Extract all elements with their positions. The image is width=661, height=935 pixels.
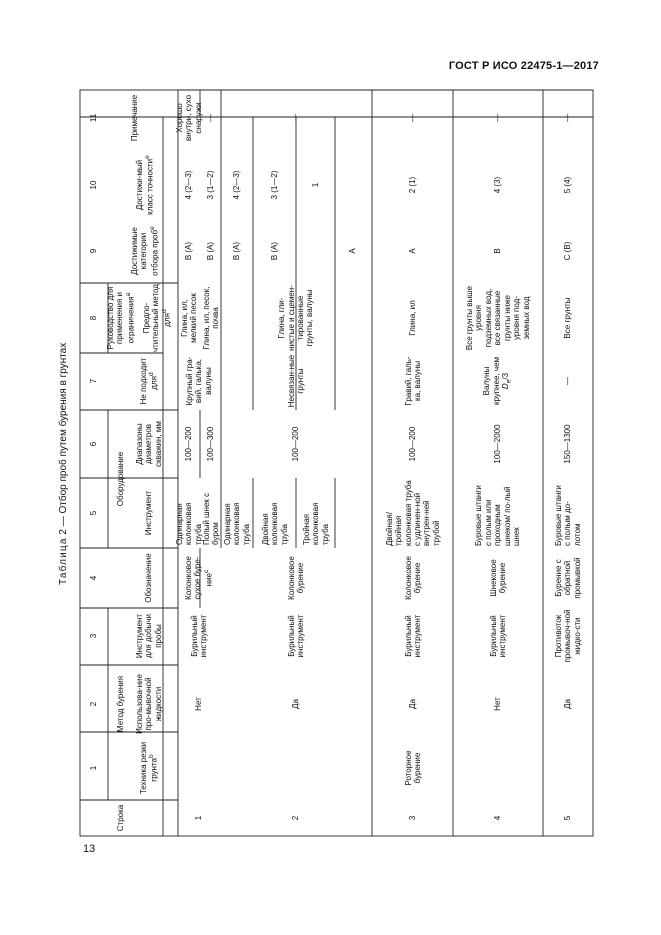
r5-tool: Буровые штанги с полым до-лотом: [553, 485, 582, 546]
r3-dia: 100—200: [408, 426, 418, 462]
r4-dia: 100—2000: [493, 424, 503, 464]
r4-not-suitable-post: /3: [501, 372, 511, 380]
r1-note-a: Хорошо внутри, сухо снаружи: [174, 94, 203, 142]
r2-cat-b: B (A): [270, 241, 280, 261]
head-categories: [125, 219, 165, 283]
r1-qual-b: 3 (1—2): [206, 170, 216, 200]
r1-designation: [179, 550, 219, 606]
r1-note-b: —: [206, 114, 216, 122]
r5-preferred: Все грунты: [563, 297, 573, 339]
group-method: Метод бурения: [116, 675, 126, 733]
r4-qual: 4 (3): [493, 176, 503, 194]
r5-qual: 5 (4): [563, 176, 573, 194]
r4-fluid: Нет: [493, 697, 503, 711]
head-not-suitable-text: Не подходит для: [138, 357, 159, 405]
caption-text: 2 — Отбор проб путем бурения в грунтах: [58, 342, 69, 535]
r2-preferred: Глина, гли-нистые и сцемен-тированные грунты, валуны: [277, 285, 315, 351]
r5-cat: C (B): [563, 241, 573, 261]
r3-tool: Двойная/ тройная колонковая труба с удлинен-ной внутрен-ней трубой: [384, 480, 441, 546]
colnum-9: 9: [89, 248, 99, 254]
r4-num: 4: [493, 815, 503, 821]
head-tool: Инструмент: [144, 490, 154, 536]
r2-num: 2: [291, 815, 301, 821]
colnum-2: 2: [89, 701, 99, 707]
r5-designation: Бурение с обратной промывкой: [553, 557, 582, 599]
r1-tool-sampling: Бурильный инструмент: [189, 614, 208, 658]
head-preferred-text: Предпо-чтительный метод для: [142, 284, 172, 352]
colnum-3: 3: [89, 633, 99, 639]
colnum-1: 1: [89, 765, 99, 771]
r1-tool-b: Полый шнек с буром: [201, 492, 220, 545]
r1-designation-text: Колонковое сухое буре-ние: [184, 556, 214, 600]
r3-preferred: Глина, ил: [408, 300, 418, 336]
r5-fluid: Да: [563, 699, 573, 709]
r1-fluid: Нет: [194, 697, 204, 711]
head-preferred-sup: d: [160, 309, 168, 314]
group-guide-sup: a: [124, 292, 132, 297]
page-number: 13: [83, 843, 96, 855]
r3-technique: Роторное бурение: [403, 750, 422, 786]
r3-not-suitable: Гравий, галь-ка, валуны: [403, 356, 422, 406]
r5-num: 5: [563, 815, 573, 821]
r3-qual: 2 (1): [408, 176, 418, 194]
r1-cat-a: B (A): [184, 241, 194, 261]
head-row: Строка: [116, 804, 126, 832]
r2-qual-b: 3 (1—2): [270, 170, 280, 200]
r1-tool-a: Одинарная колонковая труба: [174, 502, 203, 545]
r2-tool-c: Тройная колонковая труба: [301, 502, 330, 545]
r1-qual-a: 4 (2—3): [184, 170, 194, 200]
r3-num: 3: [408, 815, 418, 821]
r5-not-suitable: —: [563, 377, 573, 385]
head-fluid: Использова-ние про-мывочной жидкости: [134, 674, 163, 734]
r1-cat-b: B (A): [206, 241, 216, 261]
r4-tool-sampling: Бурильный инструмент: [488, 614, 507, 658]
r4-not-suitable-sub: e: [505, 379, 513, 384]
head-technique: [135, 736, 163, 800]
r2-designation: Колонковое бурение: [286, 556, 305, 600]
head-preferred: [137, 284, 177, 352]
head-technique-text: Техника резки грунта: [138, 741, 159, 795]
group-guide: [108, 283, 134, 353]
r1-pref-a: Глина, ил, мелкий песок: [179, 293, 198, 343]
r3-fluid: Да: [408, 699, 418, 709]
group-guide-text: Руководство для применения и ограничения: [106, 286, 136, 350]
r4-not-suitable: [472, 353, 524, 409]
r1-dia-a: 100—200: [184, 426, 194, 462]
caption-label: Таблица: [58, 537, 69, 585]
r3-tool-sampling: Бурильный инструмент: [403, 614, 422, 658]
group-equipment: Оборудование: [116, 451, 126, 507]
r3-cat: A: [408, 248, 418, 254]
head-quality: [125, 153, 165, 217]
r3-note: —: [408, 114, 418, 122]
colnum-7: 7: [89, 378, 99, 384]
r4-preferred: Все грунты выше уровня подземных вод, все связанные грунты ниже уровня под-земных вод: [464, 285, 531, 351]
head-categories-sup: e: [148, 226, 156, 230]
r4-tool: Буровые штанги с полым или проходным шнеком/ по-лый шнек: [474, 485, 522, 546]
head-quality-text: Достижи-мый класс точности: [134, 158, 155, 215]
r2-not-suitable: Несвязан-ные грунты: [286, 354, 305, 408]
head-not-suitable-sup: d: [148, 372, 156, 377]
colnum-5: 5: [89, 510, 99, 516]
colnum-11: 11: [89, 113, 99, 123]
r2-fluid: Да: [291, 699, 301, 709]
r3-designation: Колонковое бурение: [403, 556, 422, 600]
colnum-10: 10: [89, 180, 99, 190]
r1-designation-sup: c: [202, 569, 210, 573]
r5-dia: 150—1300: [563, 424, 573, 464]
r2-tool-sampling: Бурильный инструмент: [286, 614, 305, 658]
r2-note: —: [291, 114, 301, 122]
r4-cat: B: [493, 248, 503, 254]
r2-cat-c: A: [348, 248, 358, 254]
r1-pref-b: Глина, ил, песок, почва: [201, 286, 220, 350]
colnum-8: 8: [89, 315, 99, 321]
r1-dia-b: 100—300: [206, 426, 216, 462]
r2-cat-a: B (A): [232, 241, 242, 261]
r1-not-suitable: Крупный гра-вий, галька, валуны: [184, 356, 213, 406]
head-quality-sup: e: [144, 155, 152, 159]
head-note: Примечание: [130, 94, 140, 142]
head-designation: Обозначение: [144, 553, 154, 603]
head-categories-text: Достижимые категории отбора проб: [130, 227, 160, 276]
r2-dia: 100—200: [291, 426, 301, 462]
r2-qual-c: 1: [311, 182, 321, 188]
r5-note: —: [563, 114, 573, 122]
r4-not-suitable-sym: D: [501, 383, 511, 390]
r2-tool-b: Двойная колонковая труба: [260, 502, 289, 545]
r4-not-suitable-pre: Валуны крупнее, чем: [482, 356, 501, 406]
head-not-suitable: [135, 353, 163, 409]
r4-designation: Шнековое бурение: [488, 559, 507, 597]
r2-tool-a: Одинарная колонковая труба: [222, 502, 251, 545]
r4-note: —: [493, 114, 503, 122]
r5-tool-sampling: Противоток промывоч-ной жидко-сти: [553, 609, 582, 663]
head-technique-sup: b: [148, 754, 156, 758]
head-tool-sampling: Инструмент для добычи пробы: [134, 613, 163, 659]
r1-num: 1: [194, 815, 204, 821]
head-diameter: Диапазоны диаметров скважин, мм: [134, 421, 163, 467]
colnum-6: 6: [89, 441, 99, 447]
colnum-4: 4: [89, 575, 99, 581]
r2-qual-a: 4 (2—3): [232, 170, 242, 200]
document-header: ГОСТ Р ИСО 22475-1—2017: [448, 60, 599, 72]
